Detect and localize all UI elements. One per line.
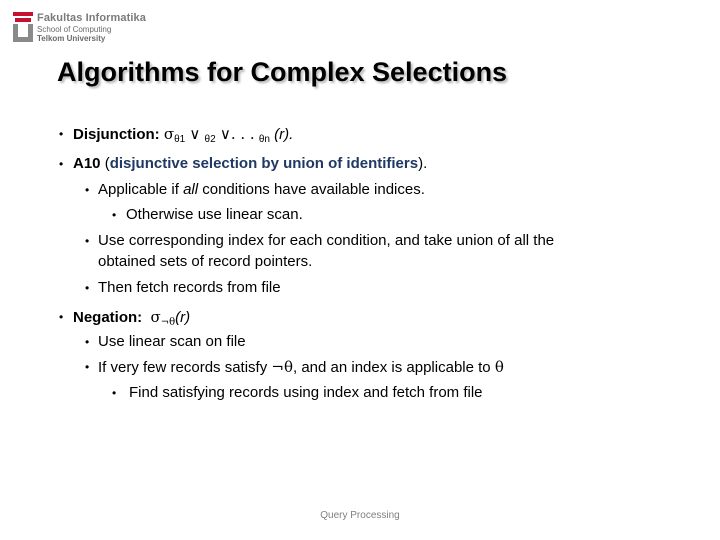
- bullet-otherwise: Otherwise use linear scan.: [126, 206, 303, 223]
- logo-university-name: Telkom University: [37, 34, 106, 43]
- bullet-a10: A10 (disjunctive selection by union of identifiers).: [73, 155, 428, 172]
- bullet-applicable: Applicable if all conditions have available indices.: [98, 181, 425, 198]
- bullet-marker: •: [112, 208, 117, 222]
- bullet-marker: •: [85, 360, 90, 374]
- bullet-marker: •: [85, 281, 90, 295]
- university-logo: [13, 12, 153, 48]
- footer-label: Query Processing: [320, 510, 400, 521]
- bullet-disjunction: Disjunction: $\sigma_{\theta 1}$ ∨ $_{\theta 2}$ ∨. . . $_{\theta n}$ (r).: [73, 125, 294, 145]
- telkom-logo-icon: [13, 12, 33, 46]
- bullet-marker: •: [85, 234, 90, 248]
- logo-faculty-name: Fakultas Informatika: [37, 12, 146, 24]
- slide-title: Algorithms for Complex Selections: [57, 57, 508, 87]
- bullet-few-records: If very few records satisfy ¬θ, and an index is applicable to θ: [98, 358, 504, 376]
- bullet-marker: •: [59, 157, 64, 171]
- bullet-find-records: Find satisfying records using index and fetch from file: [129, 384, 483, 401]
- bullet-then-fetch: Then fetch records from file: [98, 279, 281, 296]
- bullet-marker: •: [112, 386, 117, 400]
- bullet-marker: •: [85, 335, 90, 349]
- bullet-use-index: Use corresponding index for each condition, and take union of all the: [98, 232, 555, 249]
- bullet-marker: •: [85, 183, 90, 197]
- bullet-linear-scan: Use linear scan on file: [98, 333, 246, 350]
- bullet-negation: Negation: $\sigma_{\neg\theta}(r)$: [73, 308, 191, 328]
- bullet-marker: •: [59, 310, 64, 324]
- bullet-marker: •: [59, 127, 64, 141]
- logo-school-name: School of Computing: [37, 25, 112, 34]
- bullet-use-index-cont: obtained sets of record pointers.: [98, 253, 313, 270]
